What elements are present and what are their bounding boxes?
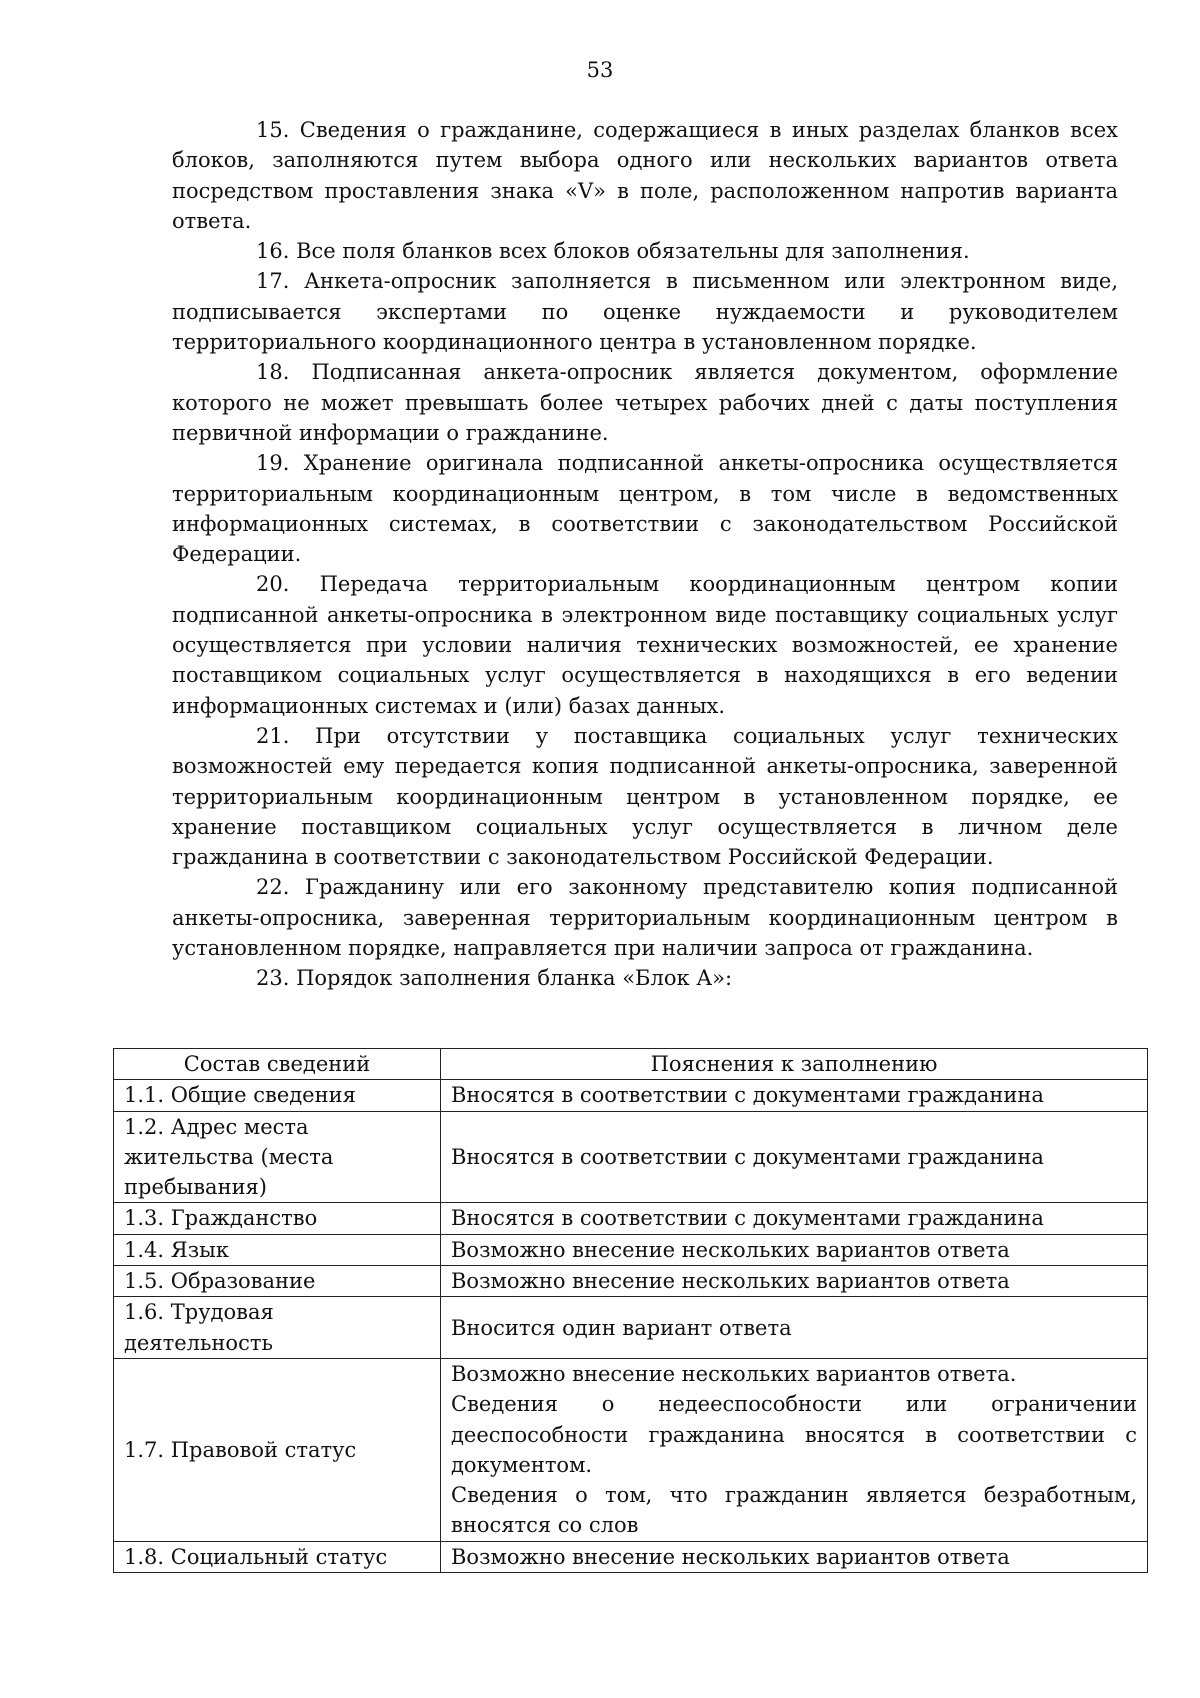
table-cell-note: Возможно внесение нескольких вариантов ответа (441, 1266, 1148, 1297)
paragraph-18: 18. Подписанная анкета-опросник является документом, оформление которого не может превышать более четырех рабочих дней с даты поступления первичной информации о гражданине. (172, 360, 1118, 445)
paragraph-17: 17. Анкета-опросник заполняется в письменном или электронном виде, подписывается экспертами по оценке нуждаемости и руководителем территориального координационного центра в установленном порядке. (172, 269, 1118, 355)
paragraph-21: 21. При отсутствии у поставщика социальных услуг технических возможностей ему передается копия подписанной анкеты-опросника, заверенной территориальным координационным центром в установленном порядке, ее хранение поставщиком социальных услуг осуществляется в личном деле гражданина в соответствии с законодательством Российской Федерации. (172, 723, 1118, 870)
block-a-table (113, 1048, 1148, 1573)
table-header-row (114, 1049, 1148, 1080)
table-cell-note: Вносятся в соответствии с документами гражданина (441, 1203, 1148, 1234)
table-cell-note: Вносятся в соответствии с документами гражданина (441, 1080, 1148, 1111)
table-row (114, 1266, 1148, 1297)
table-cell-note (441, 1358, 1148, 1541)
table-row (114, 1541, 1148, 1572)
table-row (114, 1080, 1148, 1111)
table-cell-note: Возможно внесение нескольких вариантов ответа (441, 1541, 1148, 1572)
table-cell-item: 1.6. Трудовая деятельность (114, 1297, 441, 1359)
table-cell-item: 1.3. Гражданство (114, 1203, 441, 1234)
table-cell-note: Вносится один вариант ответа (441, 1297, 1148, 1359)
table-cell-item: 1.5. Образование (114, 1266, 441, 1297)
table-cell-item: 1.7. Правовой статус (114, 1358, 441, 1541)
note-line: Сведения о том, что гражданин является безработным, вносятся со слов (451, 1483, 1137, 1538)
note-line: Сведения о недееспособности или ограничении дееспособности гражданина вносятся в соответствии с документом. (451, 1392, 1137, 1477)
table-row (114, 1203, 1148, 1234)
table-cell-note: Возможно внесение нескольких вариантов ответа (441, 1234, 1148, 1265)
table-header-composition: Состав сведений (114, 1049, 441, 1080)
paragraph-22: 22. Гражданину или его законному представителю копия подписанной анкеты-опросника, заверенная территориальным координационным центром в установленном порядке, направляется при наличии запроса от гражданина. (172, 875, 1118, 961)
page-number: 53 (586, 58, 614, 82)
table-row (114, 1358, 1148, 1541)
table-cell-note: Вносятся в соответствии с документами гражданина (441, 1111, 1148, 1203)
paragraph-23: 23. Порядок заполнения бланка «Блок А»: (256, 966, 733, 991)
table-cell-item: 1.1. Общие сведения (114, 1080, 441, 1111)
table-cell-item: 1.2. Адрес места жительства (места пребывания) (114, 1111, 441, 1203)
paragraph-16: 16. Все поля бланков всех блоков обязательны для заполнения. (256, 239, 970, 264)
table-cell-item: 1.4. Язык (114, 1234, 441, 1265)
paragraph-15: 15. Сведения о гражданине, содержащиеся в иных разделах бланков всех блоков, заполняются путем выбора одного или нескольких вариантов ответа посредством проставления знака «V» в поле, расположенном напротив варианта ответа. (172, 118, 1118, 233)
document-body (172, 115, 1118, 994)
table-row (114, 1297, 1148, 1359)
table-header-explanation: Пояснения к заполнению (441, 1049, 1148, 1080)
table-row (114, 1234, 1148, 1265)
table-row (114, 1111, 1148, 1203)
paragraph-20: 20. Передача территориальным координационным центром копии подписанной анкеты-опросника в электронном виде поставщику социальных услуг осуществляется при условии наличия технических возможностей, ее хранение поставщиком социальных услуг осуществляется в находящихся в его ведении информационных системах и (или) базах данных. (172, 572, 1118, 718)
block-a-table-container (113, 1048, 1148, 1573)
table-cell-item: 1.8. Социальный статус (114, 1541, 441, 1572)
paragraph-19: 19. Хранение оригинала подписанной анкеты-опросника осуществляется территориальным координационным центром, в том числе в ведомственных информационных системах, в соответствии с законодательством Российской Федерации. (172, 451, 1118, 567)
note-line: Возможно внесение нескольких вариантов ответа. (451, 1361, 1017, 1386)
